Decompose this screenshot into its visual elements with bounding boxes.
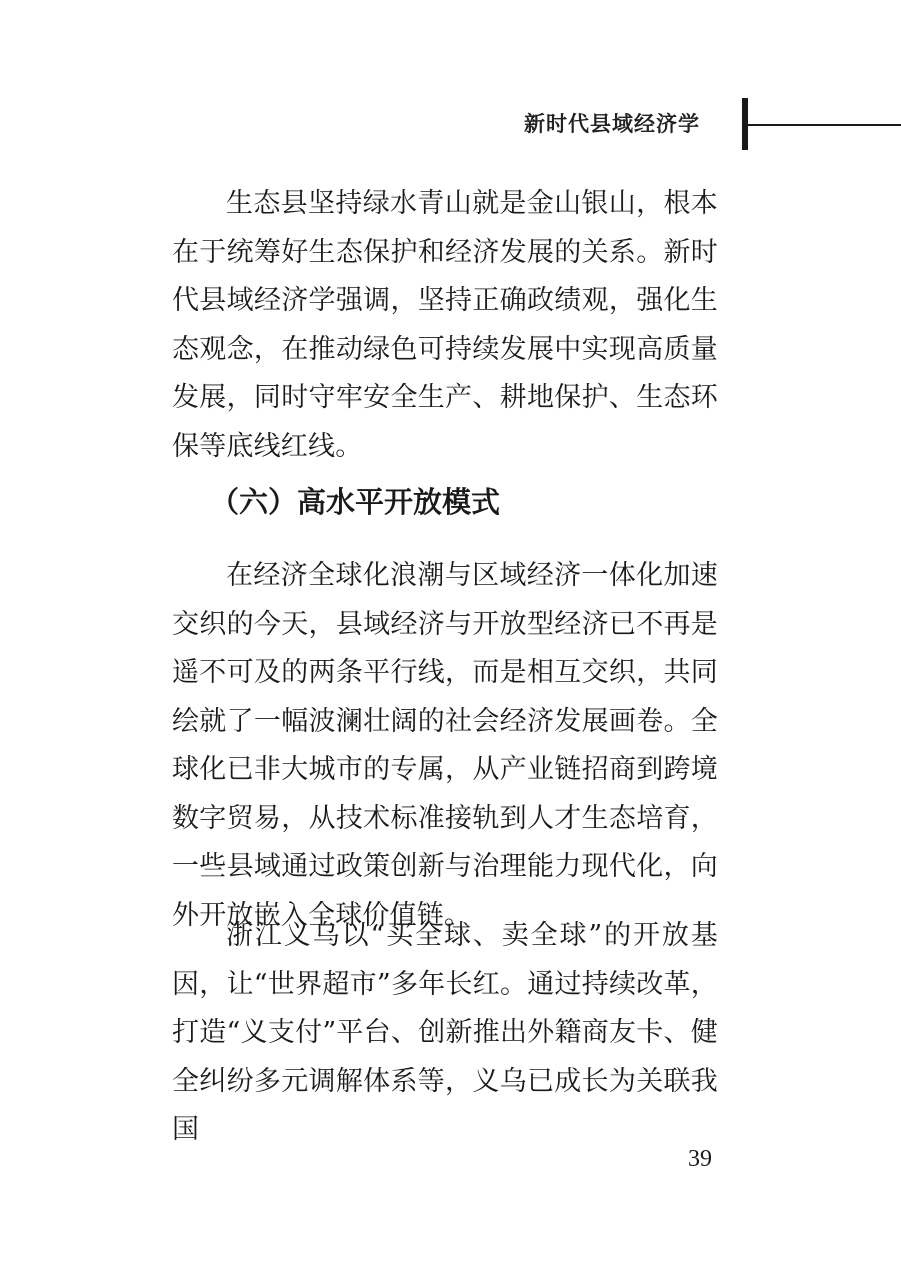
body-text-block xyxy=(172,180,718,471)
header-rule xyxy=(748,124,901,126)
running-head: 新时代县域经济学 xyxy=(524,112,700,136)
section-heading: （六）高水平开放模式 xyxy=(210,485,501,519)
paragraph: 在经济全球化浪潮与区域经济一体化加速交织的今天，县域经济与开放型经济已不再是遥不可及的两条平行线，而是相互交织，共同绘就了一幅波澜壮阔的社会经济发展画卷。全球化已非大城市的专属，从产业链招商到跨境数字贸易，从技术标准接轨到人才生态培育，一些县域通过政策创新与治理能力现代化，向外开放嵌入全球价值链。 xyxy=(172,560,718,931)
paragraph: 浙江义乌以“买全球、卖全球”的开放基因，让“世界超市”多年长红。通过持续改革，打造“义支付”平台、创新推出外籍商友卡、健全纠纷多元调解体系等，义乌已成长为关联我国 xyxy=(172,920,718,1145)
body-text-block xyxy=(172,552,718,940)
paragraph: 生态县坚持绿水青山就是金山银山，根本在于统筹好生态保护和经济发展的关系。新时代县域经济学强调，坚持正确政绩观，强化生态观念，在推动绿色可持续发展中实现高质量发展，同时守牢安全生产、耕地保护、生态环保等底线红线。 xyxy=(172,188,718,462)
body-text-block xyxy=(172,912,718,1155)
page-number: 39 xyxy=(688,1146,712,1172)
